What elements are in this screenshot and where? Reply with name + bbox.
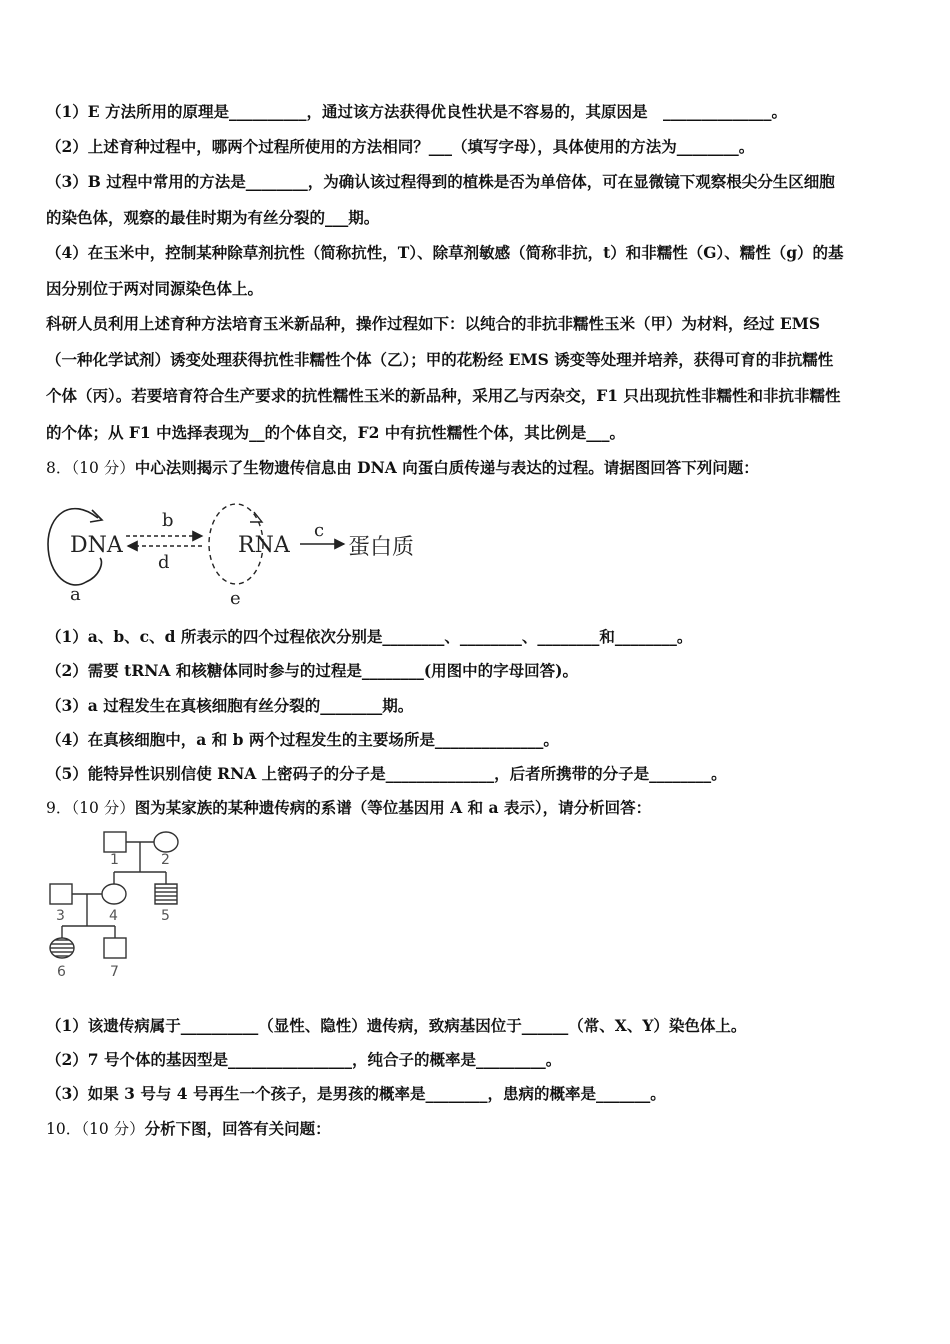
q7-sub1: （1）E 方法所用的原理是__________，通过该方法获得优良性状是不容易的，其原因是 ______________。 [46, 102, 787, 121]
q7-sub4-line1: （4）在玉米中，控制某种除草剂抗性（简称抗性，T）、除草剂敏感（简称非抗，t）和非糯性（G）、糯性（g）的基 [46, 243, 844, 262]
label-c: c [314, 520, 325, 541]
individual-6-affected-female [50, 938, 74, 958]
rna-label: RNA [238, 533, 290, 558]
individual-2-female [154, 832, 178, 852]
q7-sub3-line1: （3）B 过程中常用的方法是________，为确认该过程得到的植株是否为单倍体，可在显微镜下观察根尖分生区细胞 [46, 172, 835, 191]
protein-label: 蛋白质 [348, 535, 415, 560]
q9-sub3: （3）如果 3 号与 4 号再生一个孩子，是男孩的概率是________，患病的概率是_______。 [46, 1084, 666, 1103]
q7-sub4-line2: 因分别位于两对同源染色体上。 [46, 279, 264, 298]
individual-1-male [104, 832, 126, 852]
q8-number: 8．（10 分） [46, 459, 135, 477]
q8-sub3: （3）a 过程发生在真核细胞有丝分裂的________期。 [46, 696, 414, 715]
q7-paragraph-line3: 个体（丙）。若要培育符合生产要求的抗性糯性玉米的新品种，采用乙与丙杂交，F1 只出现抗性非糯性和非抗非糯性 [46, 386, 841, 405]
q8-sub4: （4）在真核细胞中，a 和 b 两个过程发生的主要场所是______________。 [46, 730, 559, 749]
label-b: b [162, 510, 174, 531]
individual-3-male [50, 884, 72, 904]
q7-paragraph-line1: 科研人员利用上述育种方法培育玉米新品种，操作过程如下：以纯合的非抗非糯性玉米（甲）为材料，经过 EMS [46, 314, 821, 333]
q10-stem [46, 1119, 908, 1139]
q9-sub2: （2）7 号个体的基因型是________________，纯合子的概率是_________。 [46, 1050, 562, 1069]
individual-7-male [104, 938, 126, 958]
q8-stem [46, 458, 908, 478]
q9-stem-text: 图为某家族的某种遗传病的系谱（等位基因用 A 和 a 表示），请分析回答： [134, 798, 652, 817]
pedigree-chart [40, 826, 200, 984]
central-dogma-diagram [40, 496, 440, 608]
label-d: d [158, 552, 170, 573]
label-1: 1 [110, 852, 119, 868]
label-2: 2 [161, 852, 170, 868]
label-e: e [230, 588, 241, 608]
q9-stem [46, 798, 908, 818]
label-6: 6 [57, 964, 66, 980]
q9-sub1: （1）该遗传病属于__________（显性、隐性）遗传病，致病基因位于______（常、X、Y）染色体上。 [46, 1016, 747, 1035]
label-a: a [70, 584, 81, 605]
q8-stem-text: 中心法则揭示了生物遗传信息由 DNA 向蛋白质传递与表达的过程。请据图回答下列问题： [134, 458, 759, 477]
q10-number: 10．（10 分） [46, 1120, 145, 1138]
q8-sub5: （5）能特异性识别信使 RNA 上密码子的分子是______________，后者所携带的分子是________。 [46, 764, 727, 783]
label-3: 3 [56, 908, 65, 924]
label-7: 7 [110, 964, 119, 980]
q8-sub1: （1）a、b、c、d 所表示的四个过程依次分别是________、________、________和________。 [46, 627, 693, 646]
individual-4-female [102, 884, 126, 904]
label-4: 4 [109, 908, 118, 924]
dna-label: DNA [70, 533, 123, 558]
individual-5-affected-male [155, 884, 177, 904]
q7-sub2: （2）上述育种过程中，哪两个过程所使用的方法相同？___（填写字母），具体使用的方法为________。 [46, 137, 755, 156]
q7-sub3-line2: 的染色体，观察的最佳时期为有丝分裂的___期。 [46, 208, 380, 227]
q7-paragraph-line2: （一种化学试剂）诱变处理获得抗性非糯性个体（乙）；甲的花粉经 EMS 诱变等处理并培养，获得可育的非抗糯性 [46, 350, 834, 369]
q9-number: 9．（10 分） [46, 799, 135, 817]
q10-stem-text: 分析下图，回答有关问题： [144, 1119, 331, 1138]
label-5: 5 [161, 908, 170, 924]
q8-sub2: （2）需要 tRNA 和核糖体同时参与的过程是________(用图中的字母回答)。 [46, 661, 578, 680]
q7-paragraph-line4: 的个体；从 F1 中选择表现为__的个体自交，F2 中有抗性糯性个体，其比例是___。 [46, 423, 626, 442]
